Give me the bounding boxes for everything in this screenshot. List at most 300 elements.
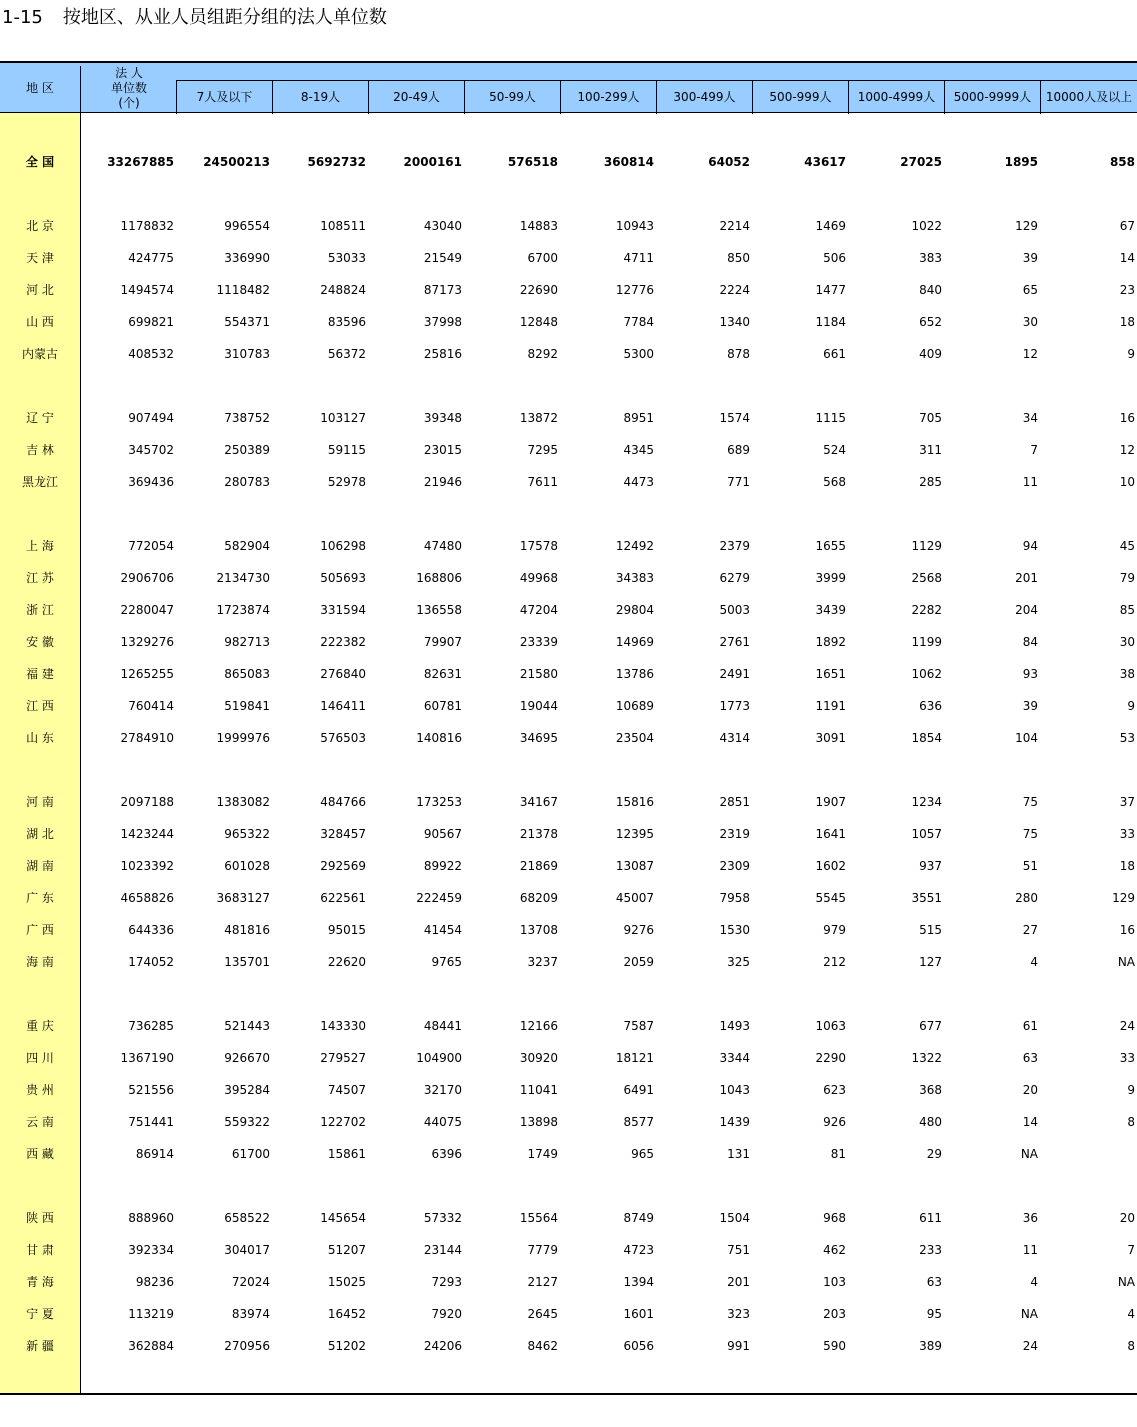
cell-group-7: 127	[919, 955, 942, 969]
cell-group-1: 15025	[327, 1275, 366, 1289]
cell-group-7: 840	[919, 283, 942, 297]
cell-group-3: 47204	[519, 603, 558, 617]
cell-group-4: 8749	[623, 1211, 654, 1225]
header-group-9: 10000人及以上	[1040, 80, 1137, 114]
cell-total: 2906706	[120, 571, 174, 585]
cell-group-8: 14	[1022, 1115, 1038, 1129]
cell-total: 644336	[128, 923, 174, 937]
cell-total: 362884	[128, 1339, 174, 1353]
region-name: 内蒙古	[21, 347, 58, 361]
cell-group-8: 11	[1022, 475, 1038, 489]
region-name: 宁 夏	[26, 1307, 54, 1321]
cell-group-3: 3237	[527, 955, 558, 969]
cell-group-1: 292569	[320, 859, 366, 873]
table-row	[0, 1240, 1137, 1260]
cell-group-0: 1999976	[216, 731, 270, 745]
cell-group-6: 1651	[815, 667, 846, 681]
cell-group-7: 2568	[911, 571, 942, 585]
cell-group-0: 982713	[224, 635, 270, 649]
cell-group-3: 17578	[519, 539, 558, 553]
cell-group-1: 622561	[320, 891, 366, 905]
header-total-line1: 法 人	[115, 66, 143, 80]
cell-group-5: 6279	[719, 571, 750, 585]
cell-group-3: 21378	[519, 827, 558, 841]
cell-group-7: 368	[919, 1083, 942, 1097]
cell-group-8: 65	[1022, 283, 1038, 297]
table-row	[0, 728, 1137, 748]
region-name: 安 徽	[26, 635, 54, 649]
header-group-0: 7人及以下	[176, 80, 272, 114]
cell-group-9: 16	[1119, 411, 1135, 425]
region-name: 黑龙江	[21, 475, 58, 489]
cell-group-5: 771	[727, 475, 750, 489]
cell-group-6: 506	[823, 251, 846, 265]
cell-group-6: 1602	[815, 859, 846, 873]
cell-group-0: 24500213	[203, 155, 270, 169]
cell-group-5: 878	[727, 347, 750, 361]
cell-group-4: 8951	[623, 411, 654, 425]
cell-group-0: 3683127	[216, 891, 270, 905]
table-row	[0, 1016, 1137, 1036]
cell-group-6: 623	[823, 1083, 846, 1097]
cell-group-2: 24206	[423, 1339, 462, 1353]
cell-group-3: 8292	[527, 347, 558, 361]
cell-group-3: 34167	[519, 795, 558, 809]
cell-group-4: 360814	[603, 155, 654, 169]
cell-group-3: 21580	[519, 667, 558, 681]
cell-group-7: 480	[919, 1115, 942, 1129]
header-group-8: 5000-9999人	[944, 80, 1040, 114]
cell-total: 4658826	[120, 891, 174, 905]
cell-group-6: 590	[823, 1339, 846, 1353]
cell-group-5: 131	[727, 1147, 750, 1161]
cell-group-7: 705	[919, 411, 942, 425]
cell-group-7: 636	[919, 699, 942, 713]
cell-group-3: 22690	[519, 283, 558, 297]
cell-group-9: 33	[1119, 1051, 1135, 1065]
cell-group-8: 39	[1022, 699, 1038, 713]
cell-group-3: 34695	[519, 731, 558, 745]
cell-group-8: 61	[1022, 1019, 1038, 1033]
cell-group-4: 23504	[615, 731, 654, 745]
cell-group-4: 2059	[623, 955, 654, 969]
table-row	[0, 1048, 1137, 1068]
table-row	[0, 248, 1137, 268]
cell-group-1: 59115	[327, 443, 366, 457]
table-row	[0, 600, 1137, 620]
cell-group-8: 201	[1015, 571, 1038, 585]
cell-group-8: 12	[1022, 347, 1038, 361]
cell-group-3: 13872	[519, 411, 558, 425]
region-name: 四 川	[26, 1051, 54, 1065]
cell-group-7: 27025	[900, 155, 942, 169]
cell-group-7: 1854	[911, 731, 942, 745]
cell-group-4: 14969	[615, 635, 654, 649]
cell-group-2: 21946	[423, 475, 462, 489]
cell-group-3: 49968	[519, 571, 558, 585]
cell-group-6: 81	[830, 1147, 846, 1161]
cell-group-0: 310783	[224, 347, 270, 361]
table-row	[0, 888, 1137, 908]
cell-total: 772054	[128, 539, 174, 553]
cell-group-1: 505693	[320, 571, 366, 585]
cell-group-9: 16	[1119, 923, 1135, 937]
cell-total: 408532	[128, 347, 174, 361]
cell-group-2: 47480	[423, 539, 462, 553]
cell-group-5: 323	[727, 1307, 750, 1321]
cell-group-6: 5545	[815, 891, 846, 905]
cell-group-8: NA	[1020, 1307, 1038, 1321]
table-row	[0, 312, 1137, 332]
cell-group-2: 6396	[431, 1147, 462, 1161]
cell-group-5: 325	[727, 955, 750, 969]
cell-group-2: 48441	[423, 1019, 462, 1033]
cell-group-7: 1057	[911, 827, 942, 841]
cell-group-6: 2290	[815, 1051, 846, 1065]
cell-group-2: 82631	[423, 667, 462, 681]
table-row	[0, 792, 1137, 812]
cell-group-8: 104	[1015, 731, 1038, 745]
cell-group-3: 19044	[519, 699, 558, 713]
cell-group-3: 23339	[519, 635, 558, 649]
table-row	[0, 536, 1137, 556]
region-name: 云 南	[26, 1115, 54, 1129]
cell-group-5: 1493	[719, 1019, 750, 1033]
cell-group-9: 8	[1127, 1339, 1135, 1353]
cell-group-3: 7611	[527, 475, 558, 489]
region-name: 天 津	[26, 251, 54, 265]
region-name: 福 建	[26, 667, 54, 681]
region-name: 全 国	[25, 155, 55, 169]
cell-group-5: 3344	[719, 1051, 750, 1065]
cell-group-4: 4345	[623, 443, 654, 457]
cell-group-2: 39348	[423, 411, 462, 425]
cell-group-2: 37998	[423, 315, 462, 329]
table-number: 1-15	[2, 7, 43, 28]
region-name: 甘 肃	[26, 1243, 54, 1257]
cell-group-1: 16452	[327, 1307, 366, 1321]
cell-group-0: 481816	[224, 923, 270, 937]
cell-group-2: 32170	[423, 1083, 462, 1097]
table-row	[0, 1112, 1137, 1132]
table-header	[0, 61, 1137, 113]
cell-total: 521556	[128, 1083, 174, 1097]
cell-group-3: 7295	[527, 443, 558, 457]
cell-group-8: 204	[1015, 603, 1038, 617]
cell-group-0: 280783	[224, 475, 270, 489]
cell-group-6: 212	[823, 955, 846, 969]
cell-group-7: 1322	[911, 1051, 942, 1065]
cell-group-1: 52978	[327, 475, 366, 489]
cell-group-3: 13708	[519, 923, 558, 937]
cell-group-6: 1892	[815, 635, 846, 649]
table-row	[0, 1144, 1137, 1164]
cell-group-4: 13087	[615, 859, 654, 873]
region-name: 北 京	[26, 219, 54, 233]
table-row	[0, 344, 1137, 364]
cell-group-7: 677	[919, 1019, 942, 1033]
cell-group-0: 304017	[224, 1243, 270, 1257]
cell-group-7: 1022	[911, 219, 942, 233]
cell-group-5: 1504	[719, 1211, 750, 1225]
cell-group-8: 51	[1022, 859, 1038, 873]
cell-group-4: 34383	[615, 571, 654, 585]
cell-group-1: 103127	[320, 411, 366, 425]
cell-group-9: 38	[1119, 667, 1135, 681]
cell-group-5: 2851	[719, 795, 750, 809]
cell-group-6: 1191	[815, 699, 846, 713]
header-group-5: 300-499人	[656, 80, 752, 114]
cell-group-8: 4	[1030, 1275, 1038, 1289]
cell-group-9: NA	[1117, 955, 1135, 969]
header-group-4: 100-299人	[560, 80, 656, 114]
cell-group-2: 43040	[423, 219, 462, 233]
table-row-total	[0, 152, 1137, 172]
cell-group-4: 45007	[615, 891, 654, 905]
cell-group-8: 24	[1022, 1339, 1038, 1353]
cell-group-7: 611	[919, 1211, 942, 1225]
cell-group-5: 1773	[719, 699, 750, 713]
cell-total: 113219	[128, 1307, 174, 1321]
cell-group-9: 9	[1127, 699, 1135, 713]
cell-group-6: 1115	[815, 411, 846, 425]
cell-group-2: 89922	[423, 859, 462, 873]
cell-group-9: 37	[1119, 795, 1135, 809]
cell-group-1: 53033	[327, 251, 366, 265]
cell-group-0: 996554	[224, 219, 270, 233]
cell-group-0: 1118482	[216, 283, 270, 297]
cell-group-7: 1199	[911, 635, 942, 649]
cell-group-5: 2761	[719, 635, 750, 649]
cell-group-8: 30	[1022, 315, 1038, 329]
cell-group-7: 652	[919, 315, 942, 329]
cell-group-2: 104900	[416, 1051, 462, 1065]
cell-group-9: 23	[1119, 283, 1135, 297]
region-name: 西 藏	[26, 1147, 54, 1161]
cell-total: 2097188	[120, 795, 174, 809]
cell-group-2: 41454	[423, 923, 462, 937]
cell-group-3: 12166	[519, 1019, 558, 1033]
cell-group-9: 9	[1127, 347, 1135, 361]
cell-group-2: 168806	[416, 571, 462, 585]
cell-group-0: 61700	[231, 1147, 270, 1161]
cell-group-6: 203	[823, 1307, 846, 1321]
table-row	[0, 1208, 1137, 1228]
cell-group-3: 14883	[519, 219, 558, 233]
cell-group-6: 3091	[815, 731, 846, 745]
cell-group-0: 926670	[224, 1051, 270, 1065]
cell-group-2: 136558	[416, 603, 462, 617]
cell-group-4: 12776	[615, 283, 654, 297]
cell-group-7: 389	[919, 1339, 942, 1353]
region-name: 浙 江	[26, 603, 54, 617]
cell-group-3: 8462	[527, 1339, 558, 1353]
cell-group-9: 53	[1119, 731, 1135, 745]
cell-group-0: 865083	[224, 667, 270, 681]
cell-total: 369436	[128, 475, 174, 489]
cell-group-8: 94	[1022, 539, 1038, 553]
cell-group-5: 991	[727, 1339, 750, 1353]
cell-total: 345702	[128, 443, 174, 457]
header-total-line3: (个)	[118, 96, 140, 110]
table-row	[0, 664, 1137, 684]
cell-group-1: 15861	[327, 1147, 366, 1161]
cell-group-9: 30	[1119, 635, 1135, 649]
cell-group-1: 279527	[320, 1051, 366, 1065]
cell-group-5: 850	[727, 251, 750, 265]
cell-group-2: 7920	[431, 1307, 462, 1321]
cell-group-8: 7	[1030, 443, 1038, 457]
cell-total: 392334	[128, 1243, 174, 1257]
cell-total: 33267885	[107, 155, 174, 169]
cell-total: 2784910	[120, 731, 174, 745]
region-name: 江 苏	[26, 571, 54, 585]
cell-group-9: 85	[1119, 603, 1135, 617]
cell-group-7: 311	[919, 443, 942, 457]
cell-group-6: 1907	[815, 795, 846, 809]
region-name: 山 东	[26, 731, 54, 745]
cell-group-7: 515	[919, 923, 942, 937]
cell-total: 907494	[128, 411, 174, 425]
cell-group-6: 1469	[815, 219, 846, 233]
cell-group-5: 1439	[719, 1115, 750, 1129]
cell-group-9: 858	[1109, 155, 1135, 169]
table-row	[0, 824, 1137, 844]
cell-group-4: 4711	[623, 251, 654, 265]
cell-group-1: 74507	[327, 1083, 366, 1097]
table-row	[0, 696, 1137, 716]
cell-group-2: 57332	[423, 1211, 462, 1225]
cell-group-4: 4723	[623, 1243, 654, 1257]
cell-total: 760414	[128, 699, 174, 713]
cell-total: 1023392	[120, 859, 174, 873]
cell-group-8: 34	[1022, 411, 1038, 425]
cell-group-2: 23015	[423, 443, 462, 457]
region-name: 吉 林	[26, 443, 54, 457]
table-row	[0, 472, 1137, 492]
cell-group-3: 2645	[527, 1307, 558, 1321]
cell-group-8: 84	[1022, 635, 1038, 649]
header-group-1: 8-19人	[272, 80, 368, 114]
cell-group-5: 201	[727, 1275, 750, 1289]
table-row	[0, 440, 1137, 460]
cell-group-7: 1062	[911, 667, 942, 681]
cell-group-6: 979	[823, 923, 846, 937]
cell-group-9: 8	[1127, 1115, 1135, 1129]
cell-group-8: 280	[1015, 891, 1038, 905]
region-name: 上 海	[26, 539, 54, 553]
cell-group-0: 601028	[224, 859, 270, 873]
cell-group-1: 222382	[320, 635, 366, 649]
region-name: 河 北	[26, 283, 54, 297]
cell-group-8: 36	[1022, 1211, 1038, 1225]
cell-group-0: 1723874	[216, 603, 270, 617]
cell-group-5: 2319	[719, 827, 750, 841]
cell-group-0: 72024	[231, 1275, 270, 1289]
cell-group-0: 250389	[224, 443, 270, 457]
header-region: 地 区	[26, 81, 54, 95]
cell-group-9: 14	[1119, 251, 1135, 265]
cell-group-8: 4	[1030, 955, 1038, 969]
table-row	[0, 920, 1137, 940]
cell-group-9: 129	[1112, 891, 1135, 905]
cell-group-4: 10689	[615, 699, 654, 713]
cell-total: 1178832	[120, 219, 174, 233]
cell-group-7: 285	[919, 475, 942, 489]
cell-group-3: 13898	[519, 1115, 558, 1129]
cell-group-2: 90567	[423, 827, 462, 841]
cell-group-1: 331594	[320, 603, 366, 617]
cell-group-2: 44075	[423, 1115, 462, 1129]
cell-group-4: 7587	[623, 1019, 654, 1033]
cell-group-2: 60781	[423, 699, 462, 713]
cell-group-8: 39	[1022, 251, 1038, 265]
cell-group-9: 18	[1119, 859, 1135, 873]
cell-group-3: 2127	[527, 1275, 558, 1289]
header-group-2: 20-49人	[368, 80, 464, 114]
cell-group-4: 1394	[623, 1275, 654, 1289]
region-name: 重 庆	[26, 1019, 54, 1033]
cell-group-1: 51202	[327, 1339, 366, 1353]
cell-total: 1367190	[120, 1051, 174, 1065]
cell-group-4: 5300	[623, 347, 654, 361]
cell-group-5: 1530	[719, 923, 750, 937]
cell-group-1: 22620	[327, 955, 366, 969]
cell-group-4: 4473	[623, 475, 654, 489]
cell-group-2: 25816	[423, 347, 462, 361]
cell-group-0: 1383082	[216, 795, 270, 809]
cell-group-4: 18121	[615, 1051, 654, 1065]
cell-group-9: 24	[1119, 1019, 1135, 1033]
cell-group-3: 7779	[527, 1243, 558, 1257]
cell-total: 699821	[128, 315, 174, 329]
cell-group-7: 29	[926, 1147, 942, 1161]
cell-group-8: 63	[1022, 1051, 1038, 1065]
cell-group-0: 519841	[224, 699, 270, 713]
cell-group-1: 83596	[327, 315, 366, 329]
cell-group-4: 13786	[615, 667, 654, 681]
region-name: 青 海	[26, 1275, 54, 1289]
cell-group-4: 9276	[623, 923, 654, 937]
cell-group-9: 7	[1127, 1243, 1135, 1257]
cell-group-2: 173253	[416, 795, 462, 809]
cell-group-6: 3439	[815, 603, 846, 617]
cell-group-6: 3999	[815, 571, 846, 585]
cell-group-6: 968	[823, 1211, 846, 1225]
cell-group-8: 75	[1022, 795, 1038, 809]
table-row	[0, 952, 1137, 972]
cell-group-3: 21869	[519, 859, 558, 873]
cell-group-7: 1234	[911, 795, 942, 809]
table-row	[0, 216, 1137, 236]
cell-group-5: 1043	[719, 1083, 750, 1097]
table-bottom-rule	[0, 1393, 1137, 1395]
cell-group-3: 15564	[519, 1211, 558, 1225]
cell-group-5: 1340	[719, 315, 750, 329]
cell-group-8: 75	[1022, 827, 1038, 841]
cell-group-6: 1063	[815, 1019, 846, 1033]
cell-group-0: 582904	[224, 539, 270, 553]
cell-group-0: 83974	[231, 1307, 270, 1321]
cell-group-2: 87173	[423, 283, 462, 297]
cell-group-7: 1129	[911, 539, 942, 553]
cell-group-4: 10943	[615, 219, 654, 233]
cell-group-4: 12492	[615, 539, 654, 553]
cell-group-8: 11	[1022, 1243, 1038, 1257]
cell-total: 888960	[128, 1211, 174, 1225]
cell-group-2: 21549	[423, 251, 462, 265]
cell-group-5: 4314	[719, 731, 750, 745]
